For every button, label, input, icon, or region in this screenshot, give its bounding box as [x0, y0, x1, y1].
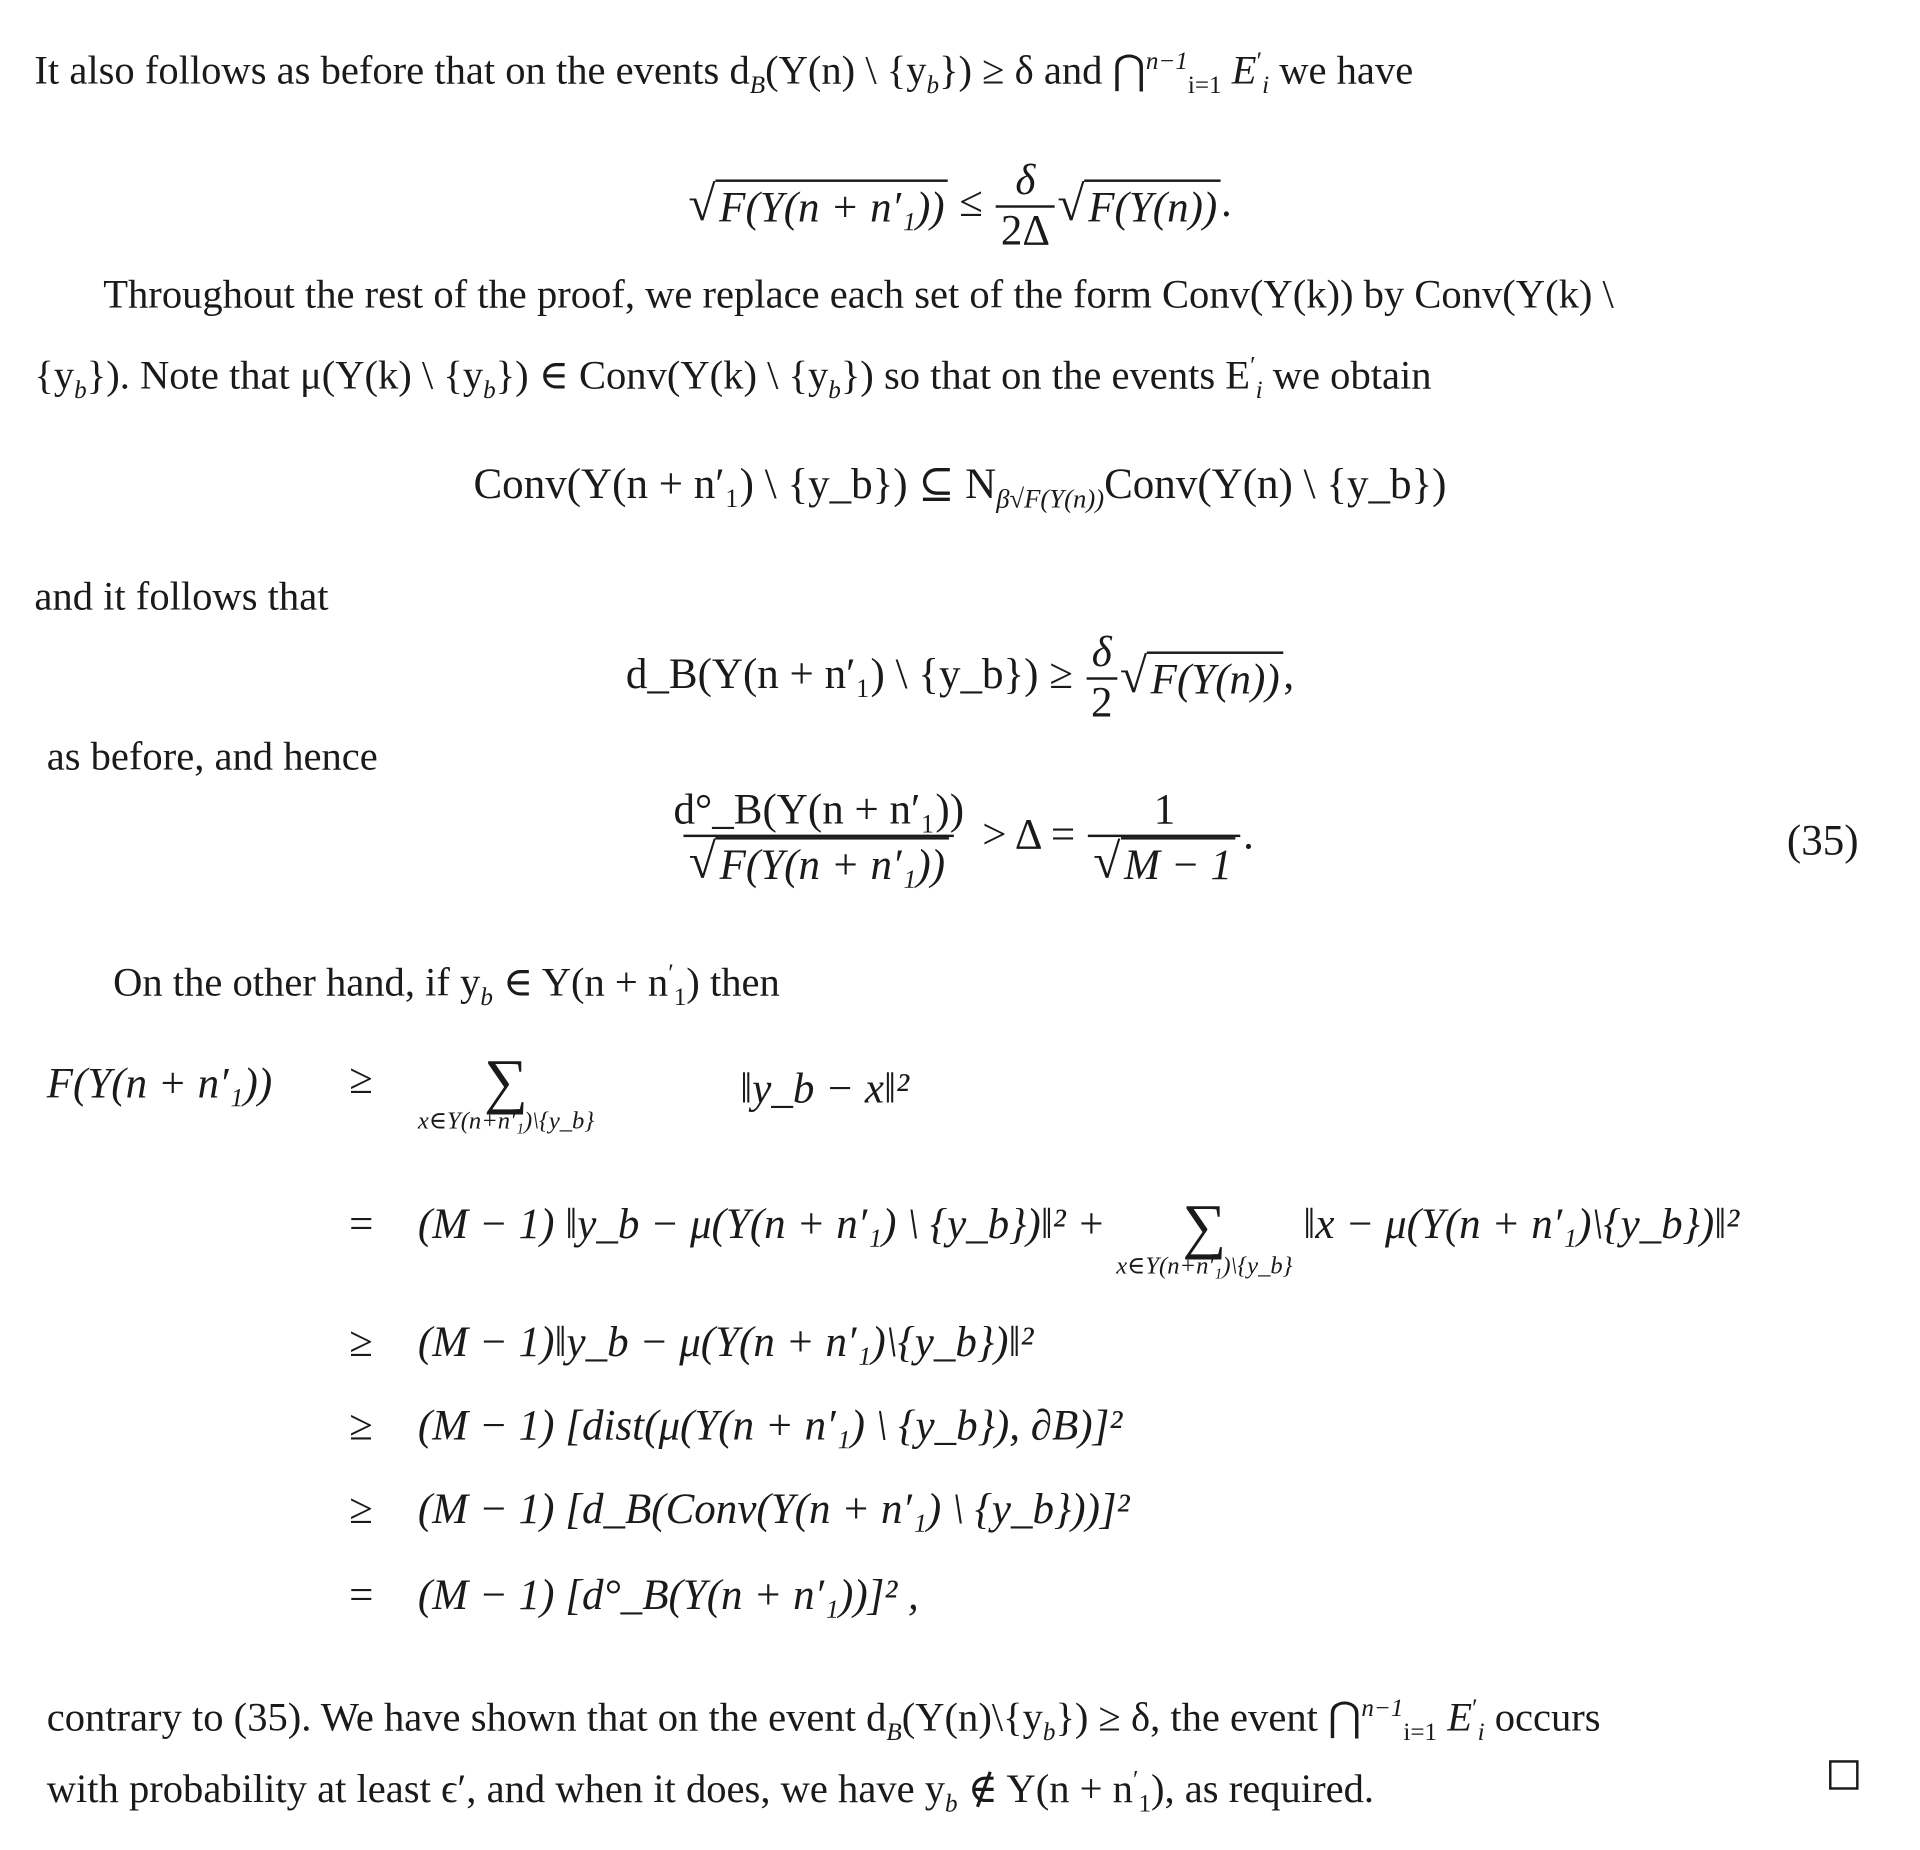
text-line-7: contrary to (35). We have shown that on the event $d_B(Y(n)\backslash\{y_b\}) \ge \delta$, the event ⋂$^{n-1}_{i=1}$ $E'_i$ occurs — [46, 1695, 1601, 1747]
equation-35: d°_B(Y(n + n′₁)) √ F(Y(n + n′₁)) > Δ = 1 √ M − 1 . — [0, 787, 1920, 891]
equation-number: (35) — [1786, 816, 1859, 865]
sum-symbol: ∑ x∈Y(n+n′₁)\{y_b} — [1116, 1191, 1293, 1280]
text-line-8: with probability at least ϵ′, and when it does, we have $y_b$ ∉ $Y(n + n'_1)$, as required. — [46, 1766, 1375, 1818]
text-line-3: $\{y_b\}$). Note that μ(Y(k) \ $\{y_b\}$) ∈ Conv(Y(k) \ $\{y_b\}$) so that on the events $E'_i$ we obtain — [34, 352, 1432, 404]
text-line-4: and it follows that — [34, 575, 329, 620]
sum-symbol: ∑ x∈Y(n+n′₁)\{y_b} — [417, 1046, 595, 1135]
qed-square-icon — [1829, 1760, 1859, 1790]
equation-3: d_B(Y(n + n′₁) \ {y_b}) ≥ $\frac{\delta}{2}$ √ F(Y(n)) , — [625, 628, 1295, 726]
text-line-6: On the other hand, if $y_b$ ∈ $Y(n + n'_1)$ then — [113, 960, 780, 1012]
text-line-5: as before, and hence — [46, 735, 378, 780]
equation-2: Conv(Y(n + n′₁) \ {y_b}) ⊆ $N_{\beta√F(Y(n))}Conv(Y(n)$ \ {y_b}) — [473, 459, 1447, 514]
text-line-1: It also follows as before that on the events $d_B(Y(n)$ \ $\{y_b\}) \ge \delta$ and ⋂$^{n-1}_{i=1}$ $E'_i$ we have — [34, 47, 1414, 100]
equation-1: √ F(Y(n + n′₁)) ≤ $\frac{\delta}{2\Delta}$ √ F(Y(n)) . — [688, 156, 1232, 254]
text-line-2: Throughout the rest of the proof, we replace each set of the form Conv(Y(k)) by Conv(Y(k) \ — [103, 272, 1614, 318]
derivation-lhs: F(Y(n + n′₁)) — [46, 1059, 273, 1108]
aligned-derivation: F(Y(n + n′₁)) ≥ ∑ x∈Y(n+n′₁)\{y_b} ‖y_b − x‖² = (M − 1) ‖y_b − μ(Y(n + n′₁) \ {y_b})‖² + ∑ x∈Y(n+n′₁)\{y_b} ‖x − μ(Y(n + n′₁)\{y_b})‖² ≥ (M − 1)‖y_b − μ(Y(n + n′₁)\{y_b})‖² ≥ (M − 1) [dist(μ(Y(n + n′₁) \ {y_b}), ∂B)]² ≥ (M − 1) [d_B(Conv(Y(n + n′₁) \ {y_b}))]² = (M − 1) [d°_B(Y(n + n′₁))]² , — [46, 1046, 1740, 1619]
